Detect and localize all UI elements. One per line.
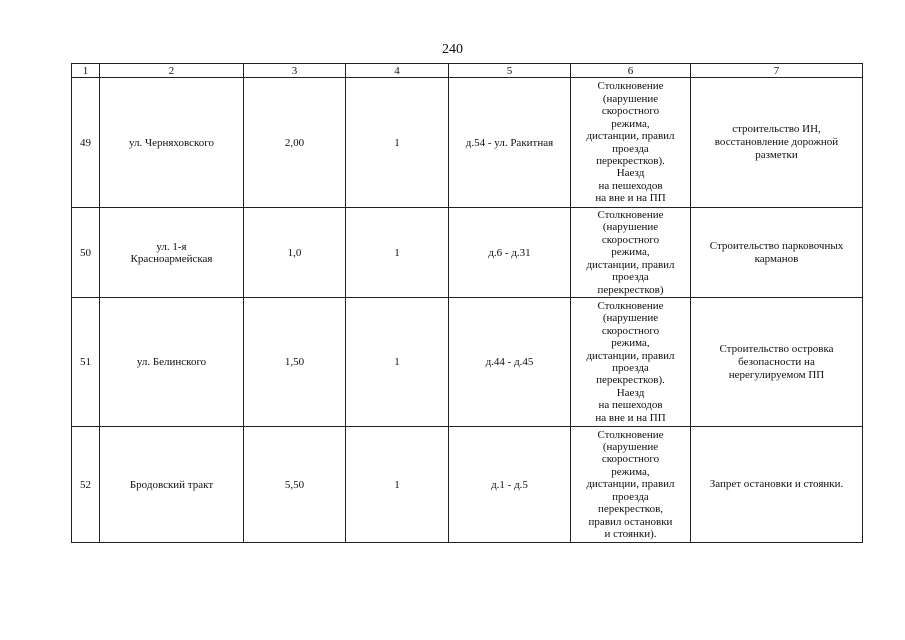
accident-count: 1 bbox=[346, 208, 449, 298]
proposed-measures: Строительство парковочных карманов bbox=[691, 208, 863, 298]
column-header-1: 1 bbox=[72, 64, 100, 78]
proposed-measures: Запрет остановки и стоянки. bbox=[691, 427, 863, 543]
accident-count: 1 bbox=[346, 427, 449, 543]
street-name: ул. Белинского bbox=[100, 298, 244, 427]
column-header-3: 3 bbox=[244, 64, 346, 78]
table-row bbox=[72, 298, 863, 427]
column-header-2: 2 bbox=[100, 64, 244, 78]
column-header-4: 4 bbox=[346, 64, 449, 78]
row-number: 49 bbox=[72, 78, 100, 208]
proposed-measures: строительство ИН, восстановление дорожной разметки bbox=[691, 78, 863, 208]
section-bounds: д.6 - д.31 bbox=[449, 208, 571, 298]
accident-cause: Столкновение (нарушение скоростного режима, дистанции, правил проезда перекрестков, правил остановки и стоянки). bbox=[571, 427, 691, 543]
accident-cause: Столкновение (нарушение скоростного режима, дистанции, правил проезда перекрестков) bbox=[571, 208, 691, 298]
table-row bbox=[72, 78, 863, 208]
accident-sites-table bbox=[71, 63, 863, 543]
section-length: 2,00 bbox=[244, 78, 346, 208]
row-number: 52 bbox=[72, 427, 100, 543]
street-name: ул. Черняховского bbox=[100, 78, 244, 208]
section-length: 5,50 bbox=[244, 427, 346, 543]
street-name: ул. 1-я Красноармейская bbox=[100, 208, 244, 298]
row-number: 51 bbox=[72, 298, 100, 427]
column-header-5: 5 bbox=[449, 64, 571, 78]
accident-cause: Столкновение (нарушение скоростного режима, дистанции, правил проезда перекрестков). Наезд на пешеходов на вне и на ПП bbox=[571, 78, 691, 208]
accident-count: 1 bbox=[346, 78, 449, 208]
page-number: 240 bbox=[442, 42, 463, 57]
section-bounds: д.1 - д.5 bbox=[449, 427, 571, 543]
section-bounds: д.54 - ул. Ракитная bbox=[449, 78, 571, 208]
header-row bbox=[72, 64, 863, 78]
column-header-7: 7 bbox=[691, 64, 863, 78]
accident-count: 1 bbox=[346, 298, 449, 427]
section-length: 1,50 bbox=[244, 298, 346, 427]
row-number: 50 bbox=[72, 208, 100, 298]
street-name: Бродовский тракт bbox=[100, 427, 244, 543]
table-row bbox=[72, 208, 863, 298]
section-bounds: д.44 - д.45 bbox=[449, 298, 571, 427]
column-header-6: 6 bbox=[571, 64, 691, 78]
table-row bbox=[72, 427, 863, 543]
proposed-measures: Строительство островка безопасности на нерегулируемом ПП bbox=[691, 298, 863, 427]
accident-cause: Столкновение (нарушение скоростного режима, дистанции, правил проезда перекрестков). Наезд на пешеходов на вне и на ПП bbox=[571, 298, 691, 427]
section-length: 1,0 bbox=[244, 208, 346, 298]
